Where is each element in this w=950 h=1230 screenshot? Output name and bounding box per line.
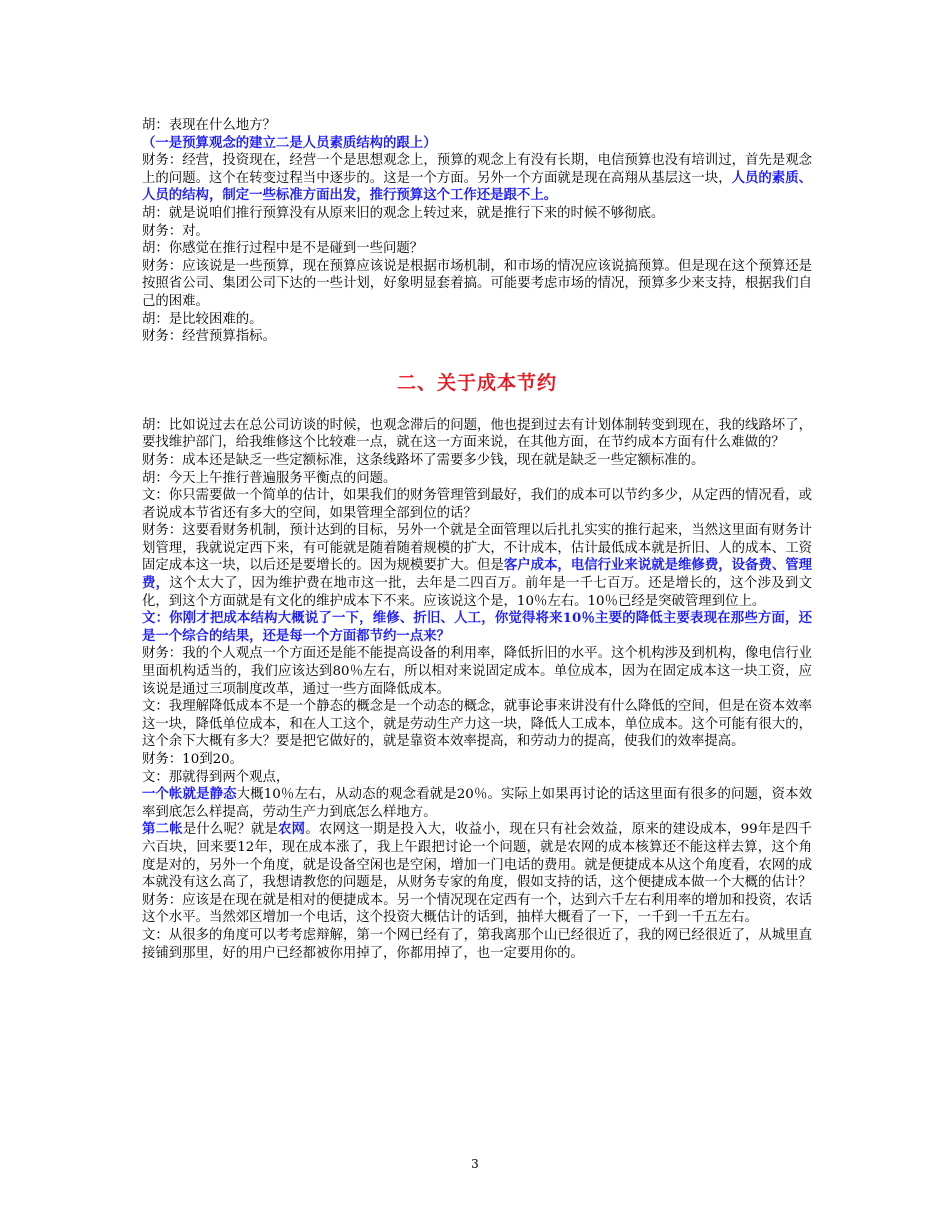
paragraph: 文：我理解降低成本不是一个静态的概念是一个动态的概念，就事论事来讲没有什么降低的空间，但是在资本效率这一块，降低单位成本，和在人工这个，就是劳动生产力这一块，降低人工成本，单位成本。这个可能有很大的，这个余下大概有多大？要是把它做好的，就是靠资本效率提高，和劳动力的提高，使我们的效率提高。 bbox=[142, 699, 812, 750]
text-run: 这个太大了，因为维护费在地市这一批，去年是二四百万。前年是一千七百万。还是增长的，这个涉及到文化，到这个方面就是有文化的维护成本下不来。应该说这个是，10％左右。10％已经是突破管理到位上。 bbox=[142, 576, 812, 609]
highlighted-paragraph: （一是预算观念的建立二是人员素质结构的跟上） bbox=[142, 134, 437, 151]
highlighted-text: 客户成本，电信行业来说就是维修费，设备费、管理费， bbox=[142, 557, 813, 592]
paragraph: 胡：今天上午推行普遍服务平衡点的问题。 bbox=[142, 470, 397, 486]
paragraph: 胡：是比较困难的。 bbox=[142, 311, 263, 327]
text-run: 财务：经营，投资现在，经营一个是思想观念上，预算的观念上有没有长期，电信预算也没有培训过，首先是观念上的问题。这个在转变过程当中逐步的。这是一个方面。另外一个方面就是现在高翔从基层这一块， bbox=[142, 153, 812, 186]
paragraph: 胡：表现在什么地方？ bbox=[142, 118, 276, 133]
paragraph bbox=[142, 152, 812, 205]
highlighted-text: 人员的素质、人员的结构，制定一些标准方面出发，推行预算这个工作还是跟不上。 bbox=[142, 169, 813, 204]
paragraph: 胡：就是说咱们推行预算没有从原来旧的观念上转过来，就是推行下来的时候不够彻底。 bbox=[142, 205, 665, 221]
highlighted-text: 一个帐就是静态 bbox=[142, 786, 237, 803]
highlighted-text: 第二帐 bbox=[142, 821, 183, 838]
paragraph bbox=[142, 522, 812, 610]
paragraph: 胡：你感觉在推行过程中是不是碰到一些问题？ bbox=[142, 241, 424, 257]
highlighted-paragraph: 文：你刚才把成本结构大概说了一下，维修、折旧、人工，你觉得将来10％主要的降低主要表现在那些方面，还是一个综合的结果，还是每一个方面都节约一点来？ bbox=[142, 610, 812, 644]
paragraph: 财务：我的个人观点一个方面还是能不能提高设备的利用率，降低折旧的水平。这个机构涉及到机构，像电信行业里面机构适当的，我们应该达到80％左右，所以相对来说固定成本。单位成本，因为在固定成本这一块工资，应该说是通过三项制度改革，通过一些方面降低成本。 bbox=[142, 646, 812, 697]
paragraph bbox=[142, 821, 812, 891]
paragraph: 财务：应该是在现在就是相对的便捷成本。另一个情况现在定西有一个，达到六千左右利用率的增加和投资，农话这个水平。当然郊区增加一个电话，这个投资大概估计的话到，抽样大概看了一下，一千到一千五左右。 bbox=[142, 892, 812, 926]
paragraph: 文：那就得到两个观点， bbox=[142, 769, 290, 785]
text-run: 。农网这一期是投入大，收益小，现在只有社会效益，原来的建设成本，99年是四千六百块，回来要12年，现在成本涨了，我上午跟把讨论一个问题，就是农网的成本核算还不能这样去算，这个角度是对的，另外一个角度，就是设备空闲也是空闲，增加一门电话的费用。就是便捷成本从这个角度看，农网的成本就没有这么高了，我想请教您的问题是，从财务专家的角度，假如支持的话，这个便捷成本做一个大概的估计？ bbox=[142, 822, 813, 891]
text-run: 大概10％左右，从动态的观念看就是20％。实际上如果再讨论的话这里面有很多的问题，资本效率到底怎么样提高，劳动生产力到底怎么样地方。 bbox=[142, 787, 813, 820]
paragraph bbox=[142, 786, 812, 821]
paragraph: 财务：10到20。 bbox=[142, 752, 244, 767]
highlighted-text: 农网 bbox=[278, 821, 306, 838]
text-run: 是什么呢？就是 bbox=[182, 822, 279, 838]
paragraph: 胡：比如说过去在总公司访谈的时候，也观念滞后的问题，他也提到过去有计划体制转变到现在，我的线路坏了，要找维护部门，给我维修这个比较难一点，就在这一方面来说，在其他方面，在节约成本方面有什么难做的？ bbox=[142, 417, 812, 451]
paragraph: 财务：应该说是一些预算，现在预算应该说是根据市场机制，和市场的情况应该说搞预算。但是现在这个预算还是按照省公司、集团公司下达的一些计划，好象明显套着搞。可能要考虑市场的情况，预算多少来支持，根据我们自己的困难。 bbox=[142, 258, 812, 309]
paragraph: 文：你只需要做一个简单的估计，如果我们的财务管理管到最好，我们的成本可以节约多少，从定西的情况看，或者说成本节省还有多大的空间，如果管理全部到位的话？ bbox=[142, 488, 812, 521]
paragraph: 财务：经营预算指标。 bbox=[142, 329, 276, 345]
paragraph: 财务：对。 bbox=[142, 223, 209, 239]
page-number: 3 bbox=[471, 1157, 479, 1171]
paragraph: 文：从很多的角度可以考考虑辩解，第一个网已经有了，第我离那个山已经很近了，我的网已经很近了，从城里直接铺到那里，好的用户已经都被你用掉了，你都用掉了，也一定要用你的。 bbox=[142, 927, 812, 961]
section-heading: 二、关于成本节约 bbox=[396, 371, 557, 394]
text-run: 财务：这要看财务机制，预计达到的目标，另外一个就是全面管理以后扎扎实实的推行起来，当然这里面有财务计划管理，我就说定西下来，有可能就是随着随着规模的扩大，不计成本，估计最低成本就是折旧、人的成本、工资固定成本这一块，以后还是要增长的。因为规模要扩大。但是 bbox=[142, 523, 812, 574]
document-body bbox=[142, 117, 812, 962]
paragraph: 财务：成本还是缺乏一些定额标准，这条线路坏了需要多少钱，现在就是缺乏一些定额标准的。 bbox=[142, 452, 705, 468]
